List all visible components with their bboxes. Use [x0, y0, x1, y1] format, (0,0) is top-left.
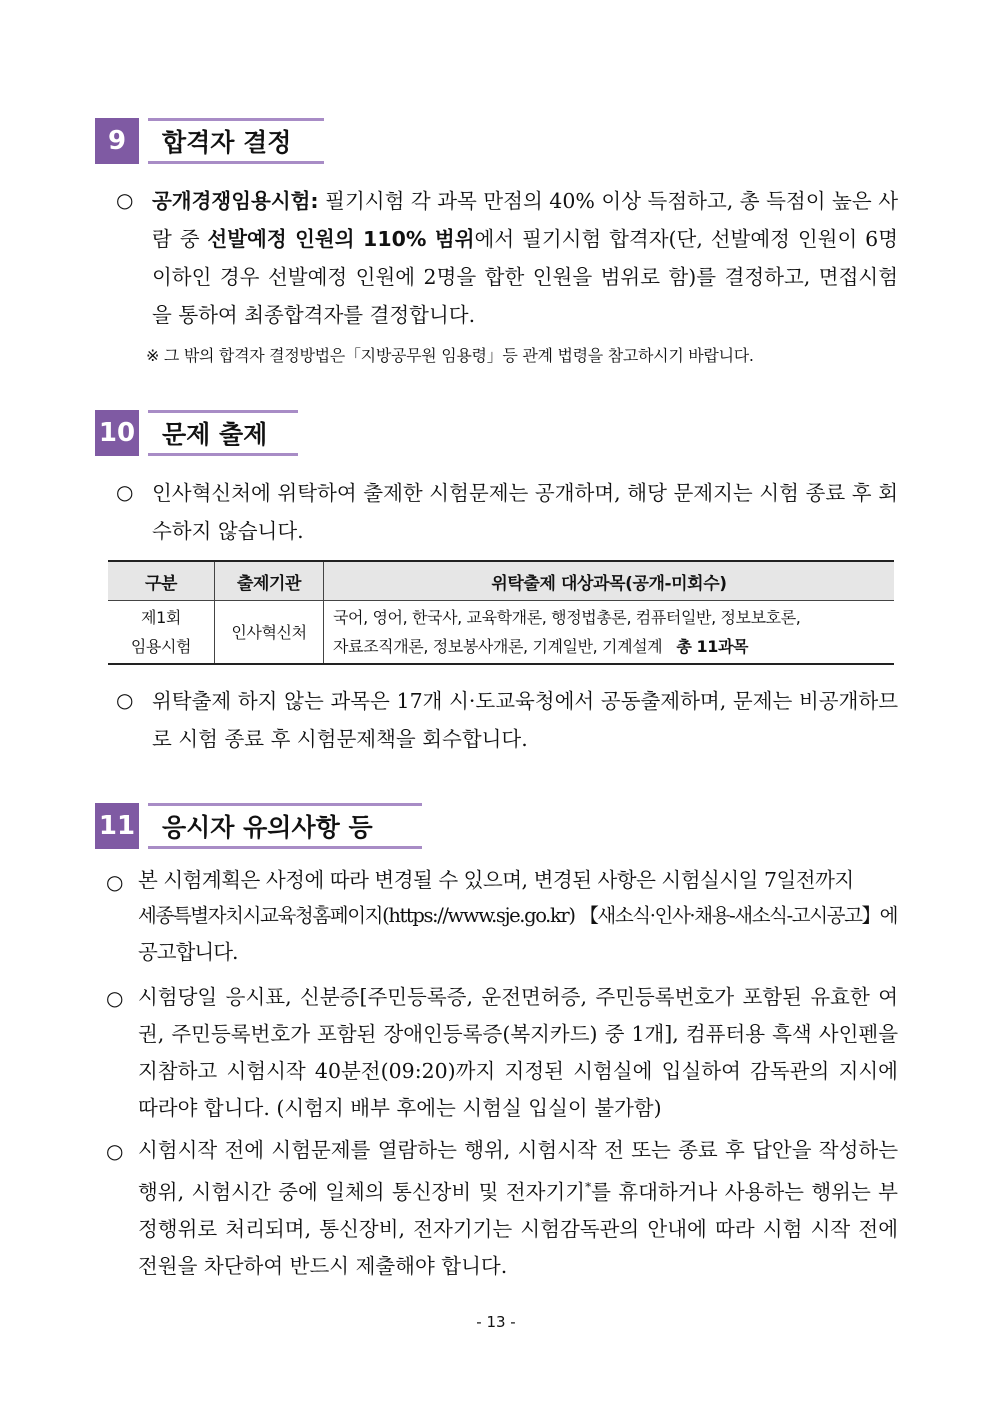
- section-title: 문제 출제: [148, 410, 298, 456]
- bullet-circle: ○: [116, 188, 134, 212]
- section-title: 합격자 결정: [148, 118, 324, 164]
- section-11-header: [95, 803, 422, 849]
- asterisk-mark: *: [585, 1180, 592, 1194]
- section-10-header: [95, 410, 298, 456]
- table-cell-subjects: 국어, 영어, 한국사, 교육학개론, 행정법총론, 컴퓨터일반, 정보보호론, 자료조직개론, 정보봉사개론, 기계일반, 기계설계 총 11과목: [324, 601, 895, 665]
- paragraph-joint-questions: 위탁출제 하지 않는 과목은 17개 시·도교육청에서 공동출제하며, 문제는 비공개하므로 시험 종료 후 시험문제책을 회수합니다.: [152, 689, 898, 751]
- paragraph-question-disclosure: 인사혁신처에 위탁하여 출제한 시험문제는 공개하며, 해당 문제지는 시험 종료 후 회수하지 않습니다.: [152, 481, 898, 543]
- subjects-total: 총 11과목: [676, 637, 749, 656]
- paragraph-misconduct: 시험시작 전에 시험문제를 열람하는 행위, 시험시작 전 또는 종료 후 답안을 작성하는 행위, 시험시간 중에 일체의 통신장비 및 전자기기*를 휴대하거나 사용하는 행위는 부정행위로 처리되며, 통신장비, 전자기기는 시험감독관의 안내에 따라 시험 시작 전에 전원을 차단하여 반드시 제출해야 합니다.: [138, 1138, 898, 1278]
- bold-term: 공개경쟁임용시험:: [152, 189, 319, 213]
- bullet-circle: ○: [106, 986, 124, 1010]
- bullet-circle: ○: [116, 480, 134, 504]
- table-header-cell: 위탁출제 대상과목(공개-미회수): [324, 561, 895, 601]
- bullet-circle: ○: [116, 688, 134, 712]
- bold-range: 선발예정 인원의 110% 범위: [207, 227, 475, 251]
- page-number: - 13 -: [476, 1313, 516, 1331]
- table-cell-agency: 인사혁신처: [215, 601, 324, 665]
- section-number: 9: [95, 118, 139, 164]
- table-header-row: [108, 561, 894, 601]
- section-title: 응시자 유의사항 등: [148, 803, 422, 849]
- bullet-circle: ○: [106, 870, 124, 894]
- exam-subjects-table: [108, 560, 894, 665]
- paragraph-plan-change: 본 시험계획은 사정에 따라 변경될 수 있으며, 변경된 사항은 시험실시일 7일전까지 세종특별자치시교육청홈페이지(https://www.sje.go.kr) 【새소식·인사·채용-새소식-고시공고】에 공고합니다.: [138, 868, 898, 964]
- section-number: 11: [95, 803, 139, 849]
- table-header-cell: 구분: [108, 561, 215, 601]
- bullet-circle: ○: [106, 1139, 124, 1163]
- section-9-header: [95, 118, 324, 164]
- table-cell-category: 제1회 임용시험: [108, 601, 215, 665]
- table-header-cell: 출제기관: [215, 561, 324, 601]
- paragraph-pass-decision: 공개경쟁임용시험: 필기시험 각 과목 만점의 40% 이상 득점하고, 총 득점이 높은 사람 중 선발예정 인원의 110% 범위에서 필기시험 합격자(단, 선발예정 인원이 6명 이하인 경우 선발예정 인원에 2명을 합한 인원을 범위로 함)를 결정하고, 면접시험을 통하여 최종합격자를 결정합니다.: [152, 189, 898, 327]
- section-number: 10: [95, 410, 139, 456]
- note-reference: ※ 그 밖의 합격자 결정방법은「지방공무원 임용령」등 관계 법령을 참고하시기 바랍니다.: [146, 346, 754, 365]
- table-row: [108, 601, 894, 665]
- paragraph-exam-day: 시험당일 응시표, 신분증[주민등록증, 운전면허증, 주민등록번호가 포함된 유효한 여권, 주민등록번호가 포함된 장애인등록증(복지카드) 중 1개], 컴퓨터용 흑색 사인펜을 지참하고 시험시작 40분전(09:20)까지 지정된 시험실에 입실하여 감독관의 지시에 따라야 합니다. (시험지 배부 후에는 시험실 입실이 불가함): [138, 985, 898, 1120]
